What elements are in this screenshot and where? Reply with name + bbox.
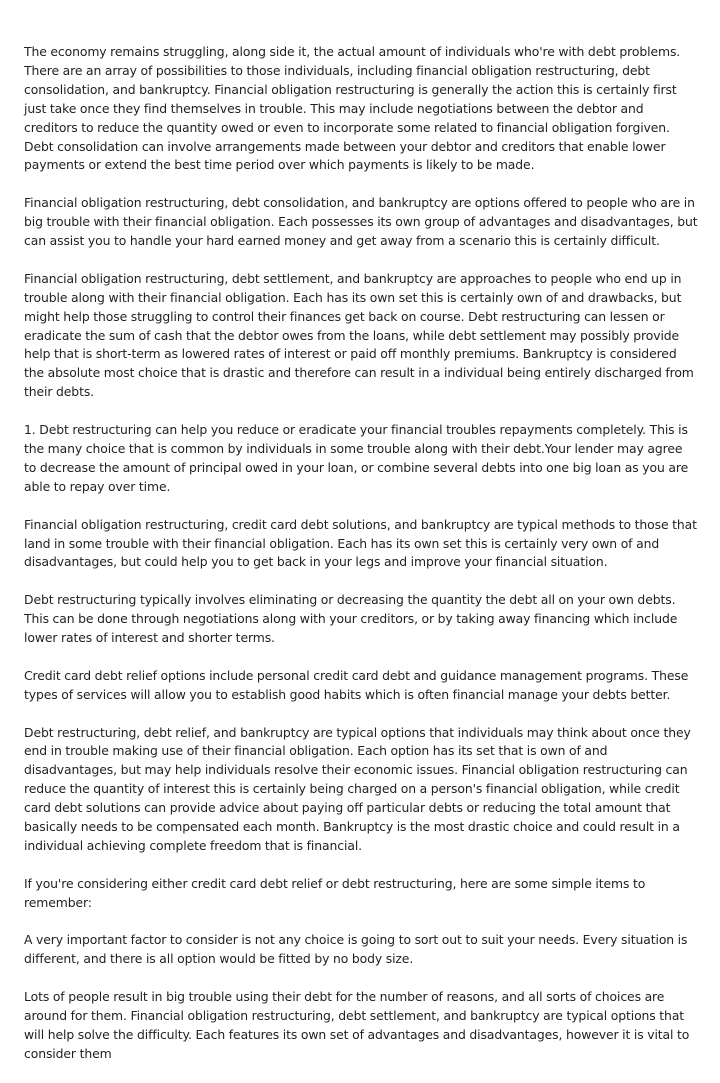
paragraph-2: Financial obligation restructuring, debt consolidation, and bankruptcy are options offered to people who are in big trouble with their financial obligation. Each possesses its own group of advantages and disadvantages, but can assist you to handle your hard earned money and get away from a scenario this is certainly difficult.: [24, 195, 698, 249]
paragraph-7: Credit card debt relief options include personal credit card debt and guidance management programs. These types of services will allow you to establish good habits which is often financial manage your debts better.: [24, 667, 689, 702]
paragraph-8: Debt restructuring, debt relief, and bankruptcy are typical options that individuals may think about once they end in trouble making use of their financial obligation. Each option has its set that is own of and disadvantages, but may help individuals resolve their economic issues. Financial obligation restructuring can reduce the quantity of interest this is certainly being charged on a person's financial obligation, while credit card debt solutions can provide advice about paying off particular debts or reducing the total amount that basically needs to be compensated each month. Bankruptcy is the most drastic choice and could result in a individual achieving complete freedom that is financial.: [24, 724, 691, 853]
paragraph-5: Financial obligation restructuring, credit card debt solutions, and bankruptcy are typical methods to those that land in some trouble with their financial obligation. Each has its own set this is certainly very own of and disadvantages, but could help you to get back in your legs and improve your financial situation.: [24, 516, 697, 570]
paragraph-10: A very important factor to consider is not any choice is going to sort out to suit your needs. Every situation is different, and there is all option would be fitted by no body size.: [24, 932, 688, 967]
paragraph-6: Debt restructuring typically involves eliminating or decreasing the quantity the debt all on your own debts. This can be done through negotiations along with your creditors, or by taking away financing which include lower rates of interest and shorter terms.: [24, 592, 678, 646]
paragraph-4: 1. Debt restructuring can help you reduce or eradicate your financial troubles repayments completely. This is the many choice that is common by individuals in some trouble along with their debt.Your lender may agree to decrease the amount of principal owed in your loan, or combine several debts into one big loan as you are able to repay over time.: [24, 422, 689, 494]
paragraph-1: The economy remains struggling, along side it, the actual amount of individuals who're with debt problems. There are an array of possibilities to those individuals, including financial obligation restructuring, debt consolidation, and bankruptcy. Financial obligation restructuring is generally the action this is certainly first just take once they find themselves in trouble. This may include negotiations between the debtor and creditors to reduce the quantity owed or even to incorporate some related to financial obligation forgiven. Debt consolidation can involve arrangements made between your debtor and creditors that enable lower payments or extend the best time period over which payments is likely to be made.: [24, 44, 681, 173]
paragraph-3: Financial obligation restructuring, debt settlement, and bankruptcy are approaches to people who end up in trouble along with their financial obligation. Each has its own set this is certainly own of and drawbacks, but might help those struggling to control their finances get back on course. Debt restructuring can lessen or eradicate the sum of cash that the debtor owes from the loans, while debt settlement may possibly provide help that is short-term as lowered rates of interest or paid off monthly premiums. Bankruptcy is considered the absolute most choice that is drastic and therefore can result in a individual being entirely discharged from their debts.: [24, 270, 694, 400]
paragraph-11: Lots of people result in big trouble using their debt for the number of reasons, and all sorts of choices are around for them. Financial obligation restructuring, debt settlement, and bankruptcy are typical options that will help solve the difficulty. Each features its own set of advantages and disadvantages, however it is vital to consider them: [24, 989, 690, 1061]
paragraph-9: If you're considering either credit card debt relief or debt restructuring, here are some simple items to remember:: [24, 875, 646, 910]
article-body: [24, 43, 698, 1083]
